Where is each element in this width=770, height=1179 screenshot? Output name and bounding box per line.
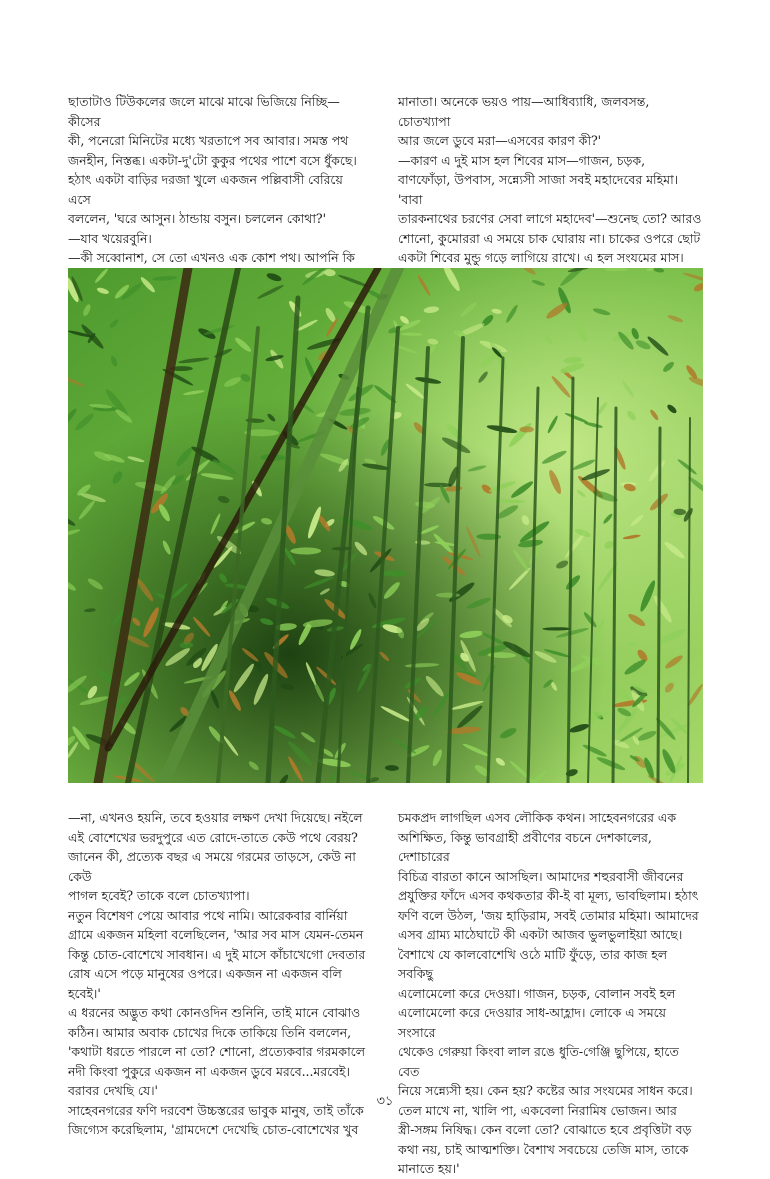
text-column-bottom-left [68, 808, 374, 1140]
paragraph-block: মানাতা। অনেকে ভয়ও পায়—আধিব্যাধি, জলবসন্ত, চোতখ্যাপা আর জলে ডুবে মরা—এসবের কারণ কী?' —কারণ এ দুই মাস হল শিবের মাস—গাজন, চড়ক, বাণফোঁড়া, উপবাস, সন্ন্যেসী সাজা সবই মহাদেবের মহিমা। 'বাবা তারকনাথের চরণের সেবা লাগে মহাদেব'—শুনেছ তো? আরও শোনো, কুমোররা এ সময়ে চাক ঘোরায় না। চাকের ওপরে ছোট একটা শিবের মুন্ডু গড়ে লাগিয়ে রাখে। এ হল সংযমের মাস। [398, 94, 702, 265]
page-number: ৩১ [376, 1094, 394, 1109]
paragraph-block: —না, এখনও হয়নি, তবে হওয়ার লক্ষণ দেখা দিয়েছে। নইলে এই বোশেখের ভরদুপুরে এত রোদে-তাতে কেউ পথে বেরয়? জানেন কী, প্রত্যেক বছর এ সময়ে গরমের তাড়সে, কেউ না কেউ পাগল হবেই? তাকে বলে চোতখ্যাপা। নতুন বিশেষণ পেয়ে আবার পথে নামি। আরেকবার বার্নিয়া গ্রামে একজন মহিলা বলেছিলেন, 'আর সব মাস যেমন-তেমন কিন্তু চোত-বোশেখে সাবধান। এ দুই মাসে কাঁচাখেগো দেবতার রোষ এসে পড়ে মানুষের ওপরে। একজন না একজন বলি হবেই।' এ ধরনের অদ্ভুত কথা কোনওদিন শুনিনি, তাই মানে বোঝাও কঠিন। আমার অবাক চোখের দিকে তাকিয়ে তিনি বললেন, 'কথাটা ধরতে পারলে না তো? শোনো, প্রত্যেকবার গরমকালে নদী কিংবা পুকুরে একজন না একজন ডুবে মরবে...মরবেই। বরাবর দেখছি যে।' সাহেবনগরের ফণি দরবেশ উচ্চস্তরের ভাবুক মানুষ, তাই তাঁকে জিগ্যেস করেছিলাম, 'গ্রামদেশে দেখেছি চোত-বোশেখের খুব [68, 810, 366, 1137]
paragraph-block: চমকপ্রদ লাগছিল এসব লৌকিক কথন। সাহেবনগরের এক অশিক্ষিত, কিন্তু ভাবগ্রাহী প্রবীণের বচনে দেশকালের, দেশাচারের বিচিত্র বারতা কানে আসছিল। আমাদের শহুরবাসী জীবনের প্রযুক্তির ফাঁদে এসব কথকতার কী-ই বা মূল্য, ভাবছিলাম। হঠাৎ ফণি বলে উঠল, 'জয় হাড়িরাম, সবই তোমার মহিমা। আমাদের এসব গ্রাম্য মাঠেঘাটে কী একটা আজব ভুলভুলাইয়া আছে। বৈশাখে যে কালবোশেখি ওঠে মাটি ফুঁড়ে, তার কাজ হল সবকিছু এলোমেলো করে দেওয়া। গাজন, চড়ক, বোলান সবই হল এলোমেলো করে দেওয়ার সাধ-আহ্লাদ। লোকে এ সময়ে সংসারে থেকেও গেরুয়া কিংবা লাল রঙে ধুতি-গেঞ্জি ছুপিয়ে, হাতে বেত নিয়ে সন্ন্যেসী হয়। কেন হয়? কষ্টের আর সংযমের সাধন করে। তেল মাখে না, খালি পা, একবেলা নিরামিষ ভোজন। আর স্ত্রী-সঙ্গম নিষিদ্ধ। কেন বলো তো? বোঝাতে হবে প্রবৃত্তিটা বড় কথা নয়, চাই আত্মশক্তি। বৈশাখ সবচেয়ে তেজি মাস, তাকে মানাতে হয়।' [398, 810, 699, 1176]
bamboo-photo [68, 268, 703, 783]
text-column-bottom-right [398, 808, 704, 1179]
paragraph-block: ছাতাটাও টিউকলের জলে মাঝে মাঝে ভিজিয়ে নিচ্ছি—কীসের কী, পনেরো মিনিটের মধ্যে খরতাপে সব আবার। সমস্ত পথ জনহীন, নিস্তব্ধ। একটা-দু'টো কুকুর পথের পাশে বসে ধুঁকছে। হঠাৎ একটা বাড়ির দরজা খুলে একজন পল্লিবাসী বেরিয়ে এসে বললেন, 'ঘরে আসুন। ঠান্ডায় বসুন। চললেন কোথা?' —যাব খয়েরবুনি। —কী সব্বোনাশ, সে তো এখনও এক কোশ পথ। আপনি কি [68, 94, 357, 265]
